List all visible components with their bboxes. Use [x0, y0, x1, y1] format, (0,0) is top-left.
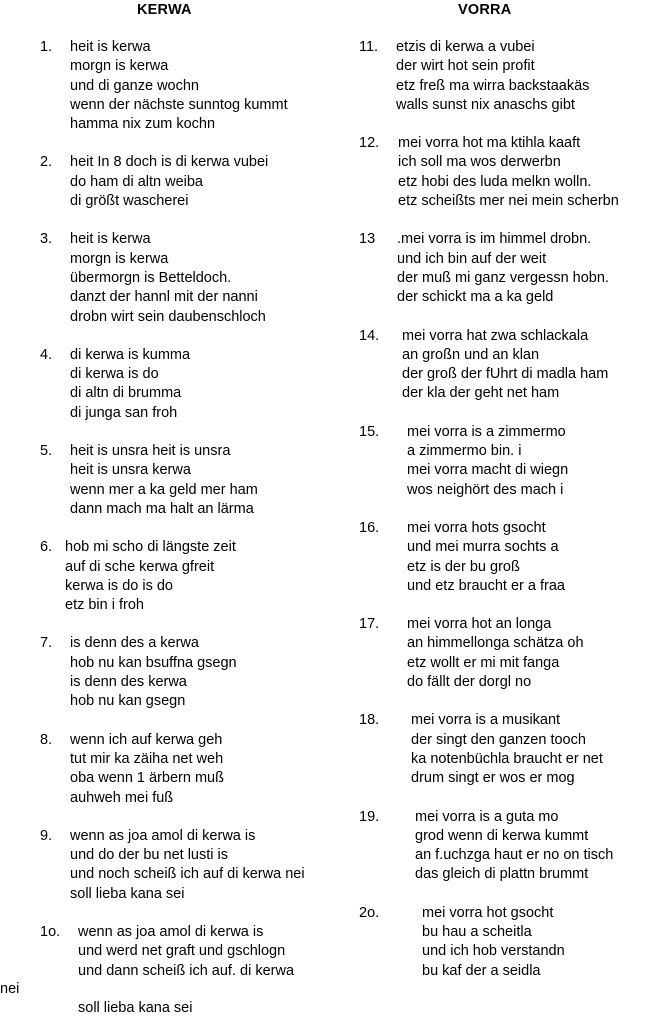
verse-line: der schickt ma a ka geld [397, 289, 554, 306]
verse-line: is denn des kerwa [70, 674, 187, 691]
stanza-18 [359, 711, 644, 788]
verse-line: di kerwa is kumma [70, 346, 191, 363]
verse-line: mei vorra hot gsocht [422, 904, 554, 921]
verse-line: morgn is kerwa [70, 250, 169, 267]
verse-line: an f.uchzga haut er no on tisch [415, 847, 614, 864]
column-title-kerwa: KERWA [137, 2, 192, 18]
vorra-column [359, 38, 644, 981]
verse-line: wenn mer a ka geld mer ham [70, 481, 258, 498]
verse-line: etz scheißts mer nei mein scherbn [398, 193, 619, 210]
verse-line: hob mi scho di längste zeit [65, 539, 236, 556]
verse-line: wenn as joa amol di kerwa is [70, 827, 256, 844]
verse-line: ka notenbüchla braucht er net [411, 750, 603, 767]
stanza-lines [70, 153, 340, 211]
verse-line: drum singt er wos er mog [411, 770, 575, 787]
verse-line: etz hobi des luda melkn wolln. [398, 173, 592, 190]
verse-line: danzt der hannl mit der nanni [70, 289, 258, 306]
verse-line: bu kaf der a seidla [422, 962, 541, 979]
verse-line: und mei murra sochts a [407, 539, 559, 556]
stanza-lines [397, 230, 644, 307]
stanza-number: 17. [359, 616, 380, 633]
stanza-number: 1o. [40, 923, 61, 940]
stanza-number: 9. [40, 827, 53, 844]
verse-line: di altn di brumma [70, 385, 182, 402]
stanza-number: 8. [40, 731, 53, 748]
verse-line: auhweh mei fuß [70, 789, 174, 806]
stanza-number: 16. [359, 519, 380, 536]
verse-line: etz is der bu groß [407, 558, 520, 575]
stanza-lines [70, 346, 340, 423]
stanza-lines [70, 230, 340, 326]
stanza-number: 14. [359, 327, 380, 344]
verse-line: das gleich di plattn brummt [415, 866, 589, 883]
verse-line: tut mir ka zäiha net weh [70, 750, 224, 767]
verse-line: und do der bu net lusti is [70, 847, 228, 864]
stanza-number: 12. [359, 135, 380, 152]
stanza-number: 6. [40, 539, 53, 556]
verse-line: heit In 8 doch is di kerwa vubei [70, 154, 269, 171]
verse-line: morgn is kerwa [70, 58, 169, 75]
verse-line: heit is unsra heit is unsra [70, 443, 231, 460]
verse-line: und werd net graft und gschlogn [78, 943, 286, 960]
verse-line: ich soll ma wos derwerbn [398, 154, 561, 171]
stanza-lines [407, 423, 644, 500]
verse-line: mei vorra is a zimmermo [407, 423, 566, 440]
stanza-lines [70, 827, 340, 904]
stanza-13 [359, 230, 644, 307]
verse-line: der muß mi ganz vergessn hobn. [397, 269, 609, 286]
kerwa-column [0, 38, 340, 1019]
stanza-lines [70, 731, 340, 808]
verse-line: heit is kerwa [70, 39, 151, 55]
verse-line: mei vorra hot an longa [407, 616, 552, 633]
verse-line: do ham di altn weiba [70, 173, 203, 190]
verse-line: und ich hob verstandn [422, 943, 565, 960]
column-title-vorra: VORRA [458, 2, 512, 18]
verse-line: und di ganze wochn [70, 77, 199, 94]
verse-line: wenn ich auf kerwa geh [70, 731, 223, 748]
stanza-8 [40, 731, 340, 808]
stanza-lines [398, 134, 644, 211]
stanza-number: 7. [40, 635, 53, 652]
verse-line: an großn und an klan [402, 346, 540, 363]
stanza-4 [40, 346, 340, 423]
verse-line: und noch scheiß ich auf di kerwa nei [70, 866, 305, 883]
verse-line: und ich bin auf der weit [397, 250, 547, 267]
verse-line: an himmellonga schätza oh [407, 635, 584, 652]
stanza-10 [0, 923, 340, 1019]
stanza-lines [65, 538, 340, 615]
stanza-number: 2o. [359, 904, 380, 921]
verse-line: di junga san froh [70, 404, 178, 421]
verse-line: hob nu kan gsegn [70, 693, 186, 710]
stanza-lines [396, 38, 644, 115]
stanza-number: 4. [40, 346, 53, 363]
stanza-5 [40, 442, 340, 519]
verse-line: walls sunst nix anaschs gibt [396, 96, 575, 113]
stanza-number: 19. [359, 808, 380, 825]
verse-line: mei vorra macht di wiegn [407, 462, 569, 479]
stanza-3 [40, 230, 340, 326]
verse-line: und etz braucht er a fraa [407, 577, 565, 594]
verse-line: a zimmermo bin. i [407, 443, 522, 460]
verse-line: mei vorra hot ma ktihla kaaft [398, 135, 581, 152]
stanza-14 [359, 327, 644, 404]
verse-line: mei vorra is a guta mo [415, 808, 559, 825]
stanza-lines [402, 327, 644, 404]
verse-line: soll lieba kana sei [78, 1000, 193, 1017]
verse-line: grod wenn di kerwa kummt [415, 827, 589, 844]
stanza-12 [359, 134, 644, 211]
stanza-6 [40, 538, 340, 615]
verse-line: auf di sche kerwa gfreit [65, 558, 215, 575]
verse-line: .mei vorra is im himmel drobn. [397, 231, 592, 248]
verse-line: wenn der nächste sunntog kummt [70, 96, 288, 113]
verse-line: mei vorra is a musikant [411, 712, 561, 729]
stanza-number: 11. [359, 39, 379, 55]
verse-line: heit is unsra kerwa [70, 462, 191, 479]
verse-line: do fällt der dorgl no [407, 674, 532, 691]
stanza-number: 2. [40, 154, 53, 171]
verse-line: wenn as joa amol di kerwa is [78, 923, 264, 940]
stanza-number: 13 [359, 231, 376, 248]
verse-line: hob nu kan bsuffna gsegn [70, 654, 237, 671]
verse-line: und dann scheiß ich auf. di kerwa [78, 962, 295, 979]
verse-line: der kla der geht net ham [402, 385, 560, 402]
stanza-2 [40, 153, 340, 211]
stanza-number: 3. [40, 231, 53, 248]
verse-line: drobn wirt sein daubenschloch [70, 308, 266, 325]
stanza-number: 18. [359, 712, 380, 729]
verse-line: der groß der fUhrt di madla ham [402, 366, 609, 383]
stanza-20 [359, 904, 644, 981]
verse-line: oba wenn 1 ärbern muß [70, 770, 224, 787]
stanza-lines [70, 634, 340, 711]
verse-line: der wirt hot sein profit [396, 58, 535, 75]
verse-line-overflow: nei [0, 980, 20, 997]
stanza-lines [70, 442, 340, 519]
verse-line: soll lieba kana sei [70, 885, 185, 902]
verse-line: hamma nix zum kochn [70, 116, 216, 133]
stanza-7 [40, 634, 340, 711]
stanza-lines [70, 38, 340, 134]
verse-line: is denn des a kerwa [70, 635, 199, 652]
stanza-lines [407, 615, 644, 692]
verse-line: etzis di kerwa a vubei [396, 39, 535, 55]
verse-line: wos neighört des mach i [407, 481, 564, 498]
stanza-11 [359, 38, 644, 115]
verse-line: di kerwa is do [70, 366, 159, 383]
verse-line: heit is kerwa [70, 231, 151, 248]
stanza-number: 15. [359, 423, 380, 440]
stanza-1 [40, 38, 340, 134]
stanza-9 [40, 827, 340, 904]
stanza-number: 5. [40, 443, 53, 460]
stanza-17 [359, 615, 644, 692]
verse-line: di größt wascherei [70, 193, 189, 210]
stanza-lines [78, 923, 340, 981]
stanza-lines [411, 711, 644, 788]
stanza-15 [359, 423, 644, 500]
verse-line: der singt den ganzen tooch [411, 731, 586, 748]
verse-line: kerwa is do is do [65, 577, 173, 594]
stanza-lines [415, 808, 644, 885]
verse-line: etz wollt er mi mit fanga [407, 654, 560, 671]
verse-line: dann mach ma halt an lärma [70, 500, 254, 517]
verse-line: etz bin i froh [65, 597, 144, 614]
verse-line: mei vorra hat zwa schlackala [402, 327, 589, 344]
verse-line: übermorgn is Betteldoch. [70, 269, 232, 286]
stanza-19 [359, 808, 644, 885]
stanza-lines [407, 519, 644, 596]
verse-line: bu hau a scheitla [422, 923, 532, 940]
stanza-16 [359, 519, 644, 596]
verse-line: etz freß ma wirra backstaakäs [396, 77, 590, 94]
stanza-number: 1. [40, 39, 53, 55]
stanza-lines [422, 904, 644, 981]
verse-line: mei vorra hots gsocht [407, 519, 546, 536]
